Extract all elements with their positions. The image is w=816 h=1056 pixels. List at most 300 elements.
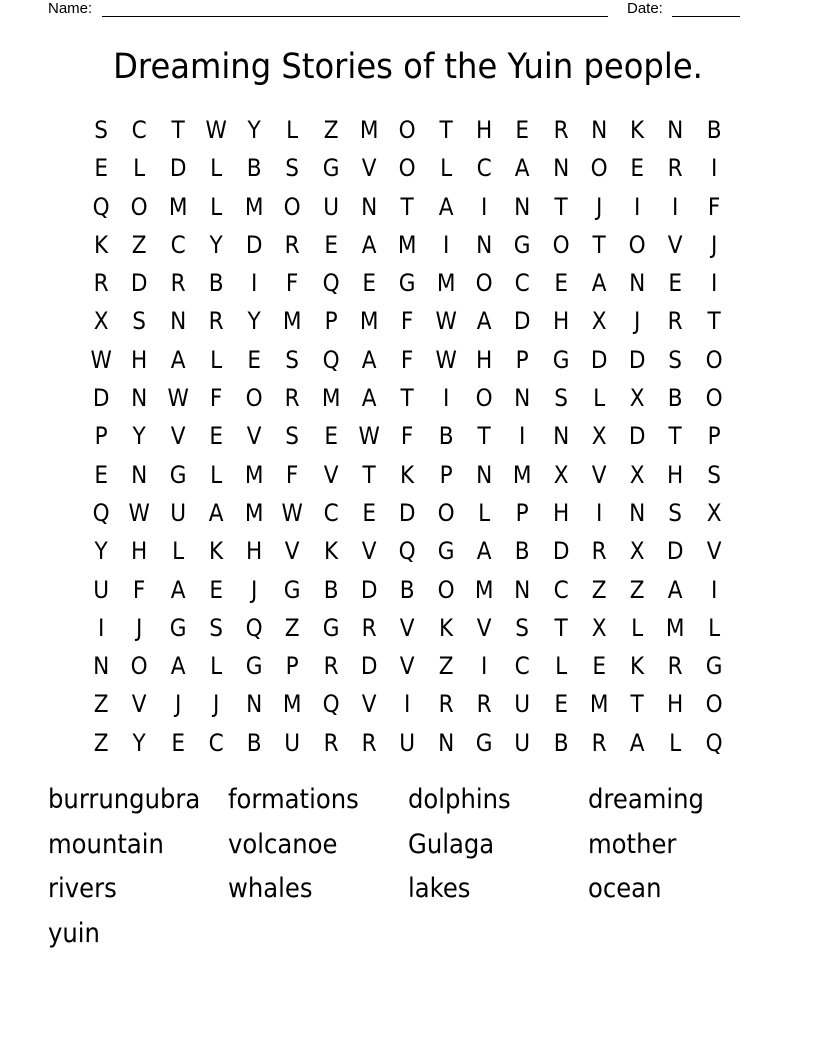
grid-cell: I	[442, 384, 450, 413]
word-bank-item: dreaming	[588, 784, 704, 815]
grid-cell: Y	[247, 116, 261, 144]
grid-cell: Z	[93, 728, 109, 757]
grid-cell: E	[170, 728, 185, 757]
grid-cell: U	[169, 498, 186, 527]
grid-cell: M	[168, 192, 188, 221]
grid-cell: R	[361, 613, 377, 642]
grid-cell: R	[553, 116, 569, 144]
grid-cell: G	[169, 460, 187, 489]
grid-cell: O	[590, 154, 608, 183]
name-label: Name:	[48, 0, 93, 17]
grid-cell: Z	[438, 652, 454, 681]
grid-cell: N	[514, 575, 531, 604]
grid-cell: D	[169, 154, 187, 183]
grid-cell: T	[400, 192, 415, 221]
grid-cell: J	[710, 230, 718, 259]
grid-cell: O	[284, 192, 302, 221]
grid-cell: R	[323, 652, 339, 681]
grid-cell: L	[133, 154, 146, 183]
grid-cell: F	[286, 269, 299, 298]
grid-cell: T	[362, 460, 376, 489]
grid-cell: N	[131, 384, 148, 413]
grid-cell: O	[399, 154, 417, 183]
grid-cell: O	[475, 269, 493, 298]
grid-cell: M	[245, 460, 264, 489]
grid-cell: I	[519, 422, 526, 451]
grid-cell: D	[360, 575, 378, 604]
grid-cell: R	[438, 690, 454, 719]
grid-cell: E	[247, 345, 262, 374]
grid-cell: W	[128, 498, 151, 527]
grid-cell: U	[284, 728, 301, 757]
grid-cell: N	[667, 116, 684, 144]
grid-cell: D	[667, 537, 684, 566]
grid-cell: V	[706, 537, 722, 566]
grid-cell: Z	[629, 575, 645, 604]
grid-cell: V	[170, 422, 186, 451]
grid-cell: S	[209, 613, 223, 642]
word-bank-item: dolphins	[408, 784, 511, 815]
grid-cell: A	[515, 154, 530, 183]
grid-cell: I	[710, 154, 718, 183]
grid-cell: B	[668, 384, 684, 413]
grid-cell: R	[285, 384, 301, 413]
grid-cell: D	[514, 307, 531, 336]
grid-cell: E	[592, 652, 606, 681]
grid-cell: Q	[322, 269, 340, 298]
grid-cell: Q	[245, 613, 263, 642]
grid-cell: O	[399, 116, 417, 144]
grid-cell: V	[400, 652, 415, 681]
grid-cell: T	[592, 230, 606, 259]
grid-cell: P	[707, 422, 721, 451]
grid-cell: P	[286, 652, 300, 681]
grid-cell: B	[514, 537, 530, 566]
grid-cell: Y	[209, 230, 223, 259]
grid-cell: E	[209, 575, 223, 604]
grid-cell: X	[591, 422, 607, 451]
grid-cell: T	[554, 613, 568, 642]
grid-cell: D	[628, 345, 646, 374]
grid-cell: R	[323, 728, 339, 757]
grid-cell: I	[710, 575, 718, 604]
grid-cell: X	[93, 307, 109, 336]
grid-cell: A	[170, 575, 186, 604]
word-bank-item: volcanoe	[228, 828, 338, 860]
grid-cell: C	[514, 269, 530, 298]
grid-cell: A	[170, 345, 186, 374]
grid-cell: O	[245, 384, 263, 413]
grid-cell: Q	[399, 537, 417, 566]
grid-cell: M	[474, 575, 494, 604]
grid-cell: E	[94, 460, 108, 489]
grid-cell: A	[208, 498, 224, 527]
grid-cell: S	[285, 154, 300, 183]
grid-cell: T	[477, 422, 491, 451]
grid-cell: R	[285, 230, 301, 259]
word-bank-item: rivers	[48, 873, 117, 904]
grid-cell: O	[437, 498, 455, 527]
grid-cell: L	[171, 537, 184, 566]
grid-cell: V	[361, 690, 377, 719]
grid-cell: H	[552, 307, 569, 336]
grid-cell: X	[629, 537, 645, 566]
grid-cell: Q	[92, 192, 110, 221]
grid-cell: K	[323, 537, 339, 566]
grid-cell: L	[707, 613, 720, 642]
grid-cell: A	[476, 537, 492, 566]
grid-cell: N	[476, 230, 493, 259]
grid-cell: X	[591, 613, 607, 642]
grid-cell: M	[513, 460, 532, 489]
grid-cell: V	[361, 154, 377, 183]
grid-cell: V	[132, 690, 147, 719]
grid-cell: O	[552, 230, 570, 259]
grid-cell: J	[595, 192, 603, 221]
grid-cell: O	[705, 690, 723, 719]
grid-cell: E	[209, 422, 223, 451]
date-blank-line	[672, 16, 740, 17]
grid-cell: E	[94, 154, 108, 183]
grid-cell: I	[480, 652, 488, 681]
grid-cell: G	[245, 652, 263, 681]
word-bank-item: formations	[228, 784, 359, 815]
grid-cell: F	[133, 575, 146, 604]
grid-cell: C	[208, 728, 224, 757]
grid-cell: I	[442, 230, 450, 259]
grid-cell: V	[361, 537, 377, 566]
grid-cell: Z	[285, 613, 301, 642]
grid-cell: L	[286, 116, 299, 144]
grid-cell: U	[323, 192, 339, 221]
grid-cell: B	[706, 116, 722, 144]
grid-cell: G	[169, 613, 187, 642]
grid-cell: B	[246, 728, 262, 757]
word-bank-item: whales	[228, 873, 313, 904]
grid-cell: X	[706, 498, 722, 527]
page-title: Dreaming Stories of the Yuin people.	[113, 47, 703, 87]
grid-cell: N	[514, 384, 531, 413]
grid-cell: L	[210, 154, 223, 183]
grid-cell: R	[668, 154, 684, 183]
grid-cell: N	[437, 728, 454, 757]
grid-cell: O	[628, 230, 646, 259]
grid-cell: N	[476, 460, 493, 489]
grid-cell: J	[174, 690, 181, 719]
grid-cell: E	[362, 269, 377, 298]
grid-cell: Z	[323, 116, 339, 144]
word-bank-item: ocean	[588, 873, 662, 904]
grid-cell: B	[323, 575, 339, 604]
grid-cell: U	[93, 575, 110, 604]
grid-cell: S	[515, 613, 530, 642]
grid-cell: G	[322, 613, 340, 642]
grid-cell: A	[629, 728, 645, 757]
grid-cell: B	[246, 154, 262, 183]
grid-cell: L	[631, 613, 644, 642]
grid-cell: N	[590, 116, 608, 144]
grid-cell: Q	[322, 345, 340, 374]
name-blank-line	[102, 16, 608, 17]
grid-cell: A	[361, 345, 377, 374]
grid-cell: Z	[591, 575, 607, 604]
grid-cell: A	[591, 269, 607, 298]
grid-cell: F	[401, 307, 414, 336]
grid-cell: W	[435, 345, 457, 374]
grid-cell: I	[672, 192, 679, 221]
grid-cell: H	[246, 537, 263, 566]
grid-cell: V	[668, 230, 683, 259]
grid-cell: H	[667, 460, 684, 489]
grid-cell: G	[399, 269, 416, 298]
grid-cell: C	[476, 154, 492, 183]
grid-cell: N	[552, 154, 569, 183]
grid-cell: O	[705, 345, 723, 374]
grid-cell: B	[400, 575, 415, 604]
grid-cell: S	[132, 307, 147, 336]
grid-cell: U	[514, 728, 531, 757]
grid-cell: D	[246, 230, 263, 259]
grid-cell: T	[554, 192, 568, 221]
grid-cell: E	[324, 422, 338, 451]
grid-cell: T	[707, 307, 721, 336]
grid-cell: V	[400, 613, 415, 642]
grid-cell: G	[475, 728, 493, 757]
grid-cell: G	[514, 230, 531, 259]
grid-cell: A	[438, 192, 454, 221]
grid-cell: U	[514, 690, 531, 719]
grid-cell: M	[666, 613, 685, 642]
grid-cell: L	[210, 192, 223, 221]
grid-cell: S	[707, 460, 721, 489]
grid-cell: T	[439, 116, 453, 144]
grid-cell: G	[437, 537, 455, 566]
grid-cell: T	[630, 690, 644, 719]
grid-cell: L	[210, 345, 223, 374]
grid-cell: F	[707, 192, 721, 221]
grid-cell: I	[97, 613, 105, 642]
word-bank-item: yuin	[48, 917, 100, 949]
date-label: Date:	[627, 0, 663, 17]
grid-cell: R	[170, 269, 186, 298]
word-bank-item: Gulaga	[408, 828, 495, 860]
grid-cell: C	[323, 498, 339, 527]
grid-cell: J	[251, 575, 258, 604]
grid-cell: W	[90, 345, 112, 374]
grid-cell: W	[435, 307, 457, 336]
grid-cell: O	[475, 384, 493, 413]
grid-cell: J	[212, 690, 220, 719]
grid-cell: C	[514, 652, 530, 681]
grid-cell: E	[553, 690, 568, 719]
grid-cell: D	[552, 537, 570, 566]
grid-cell: I	[595, 498, 603, 527]
grid-cell: H	[667, 690, 684, 719]
grid-cell: E	[668, 269, 683, 298]
grid-cell: V	[591, 460, 607, 489]
grid-cell: T	[171, 116, 185, 144]
grid-cell: G	[322, 154, 340, 183]
grid-cell: V	[476, 613, 492, 642]
grid-cell: M	[321, 384, 341, 413]
grid-cell: G	[705, 652, 723, 681]
grid-cell: M	[245, 192, 264, 221]
grid-cell: S	[553, 384, 568, 413]
grid-cell: V	[246, 422, 262, 451]
grid-cell: N	[552, 422, 569, 451]
grid-cell: P	[515, 498, 529, 527]
grid-cell: V	[285, 537, 301, 566]
grid-cell: L	[592, 384, 606, 413]
grid-cell: M	[245, 498, 264, 527]
grid-cell: N	[131, 460, 148, 489]
grid-cell: S	[285, 422, 300, 451]
word-bank-item: mother	[588, 828, 677, 860]
grid-cell: P	[94, 422, 108, 451]
grid-cell: R	[591, 537, 607, 566]
word-bank-item: lakes	[408, 873, 471, 904]
grid-cell: S	[668, 345, 683, 374]
word-bank-item: burrungubra	[48, 784, 201, 815]
grid-cell: K	[438, 613, 453, 642]
grid-cell: I	[710, 269, 718, 298]
grid-cell: I	[634, 192, 641, 221]
grid-cell: D	[399, 498, 416, 527]
letter-grid	[82, 111, 733, 762]
grid-cell: W	[281, 498, 304, 527]
grid-cell: X	[553, 460, 569, 489]
grid-cell: M	[398, 230, 417, 259]
grid-cell: K	[630, 116, 645, 144]
grid-cell: E	[630, 154, 645, 183]
grid-cell: Q	[322, 690, 340, 719]
grid-cell: H	[475, 116, 493, 144]
grid-cell: R	[208, 307, 224, 336]
grid-cell: H	[552, 498, 569, 527]
grid-cell: L	[210, 652, 223, 681]
grid-cell: R	[668, 652, 684, 681]
grid-cell: F	[401, 422, 414, 451]
grid-cell: G	[284, 575, 302, 604]
grid-cell: P	[324, 307, 338, 336]
grid-cell: H	[131, 537, 148, 566]
grid-cell: Y	[132, 728, 147, 757]
grid-cell: K	[400, 460, 415, 489]
grid-cell: J	[136, 613, 143, 642]
word-bank	[48, 778, 768, 956]
grid-cell: A	[170, 652, 186, 681]
grid-cell: A	[668, 575, 683, 604]
grid-cell: F	[401, 345, 414, 374]
grid-cell: Z	[132, 230, 147, 259]
grid-cell: P	[439, 460, 453, 489]
grid-cell: R	[476, 690, 492, 719]
grid-cell: T	[400, 384, 415, 413]
grid-cell: E	[362, 498, 377, 527]
grid-cell: L	[210, 460, 223, 489]
grid-cell: D	[360, 652, 378, 681]
grid-cell: R	[361, 728, 377, 757]
grid-cell: Y	[94, 537, 108, 566]
grid-cell: F	[286, 460, 299, 489]
grid-cell: B	[208, 269, 224, 298]
grid-cell: I	[480, 192, 488, 221]
grid-cell: L	[439, 154, 452, 183]
grid-cell: K	[630, 652, 645, 681]
grid-cell: V	[323, 460, 339, 489]
grid-cell: N	[246, 690, 263, 719]
grid-cell: O	[130, 652, 148, 681]
grid-cell: B	[553, 728, 569, 757]
grid-cell: Q	[92, 498, 110, 527]
grid-cell: Y	[247, 307, 261, 336]
grid-cell: Y	[132, 422, 147, 451]
grid-cell: P	[515, 345, 529, 374]
grid-cell: B	[438, 422, 454, 451]
grid-cell: A	[476, 307, 492, 336]
grid-cell: Z	[93, 690, 109, 719]
grid-cell: D	[628, 422, 646, 451]
grid-cell: M	[359, 307, 379, 336]
grid-cell: C	[131, 116, 147, 144]
grid-cell: K	[208, 537, 224, 566]
grid-cell: N	[629, 498, 646, 527]
grid-cell: A	[361, 230, 377, 259]
grid-cell: U	[399, 728, 416, 757]
grid-cell: J	[634, 307, 641, 336]
grid-cell: S	[668, 498, 683, 527]
grid-cell: N	[361, 192, 378, 221]
grid-cell: I	[404, 690, 411, 719]
grid-cell: A	[361, 384, 377, 413]
grid-cell: W	[205, 116, 227, 144]
grid-cell: E	[553, 269, 568, 298]
grid-cell: S	[94, 116, 109, 144]
grid-cell: T	[668, 422, 683, 451]
grid-cell: C	[170, 230, 186, 259]
grid-cell: I	[251, 269, 258, 298]
grid-cell: H	[475, 345, 493, 374]
grid-cell: L	[669, 728, 682, 757]
grid-cell: L	[478, 498, 491, 527]
grid-cell: O	[705, 384, 723, 413]
grid-cell: E	[515, 116, 530, 144]
grid-cell: X	[591, 307, 607, 336]
grid-cell: C	[553, 575, 569, 604]
grid-cell: R	[591, 728, 607, 757]
word-bank-item: mountain	[48, 828, 164, 860]
grid-cell: N	[169, 307, 186, 336]
grid-cell: R	[668, 307, 684, 336]
grid-cell: S	[285, 345, 300, 374]
grid-cell: M	[359, 116, 379, 144]
grid-cell: M	[283, 690, 302, 719]
grid-cell: O	[437, 575, 455, 604]
grid-cell: H	[131, 345, 148, 374]
grid-cell: D	[92, 384, 110, 413]
grid-cell: R	[93, 269, 109, 298]
grid-cell: O	[130, 192, 148, 221]
grid-cell: N	[93, 652, 110, 681]
grid-cell: N	[514, 192, 531, 221]
grid-cell: X	[629, 460, 645, 489]
grid-cell: N	[629, 269, 646, 298]
grid-cell: D	[590, 345, 608, 374]
grid-cell: M	[283, 307, 302, 336]
grid-cell: E	[324, 230, 338, 259]
grid-cell: K	[94, 230, 109, 259]
grid-cell: F	[209, 384, 223, 413]
